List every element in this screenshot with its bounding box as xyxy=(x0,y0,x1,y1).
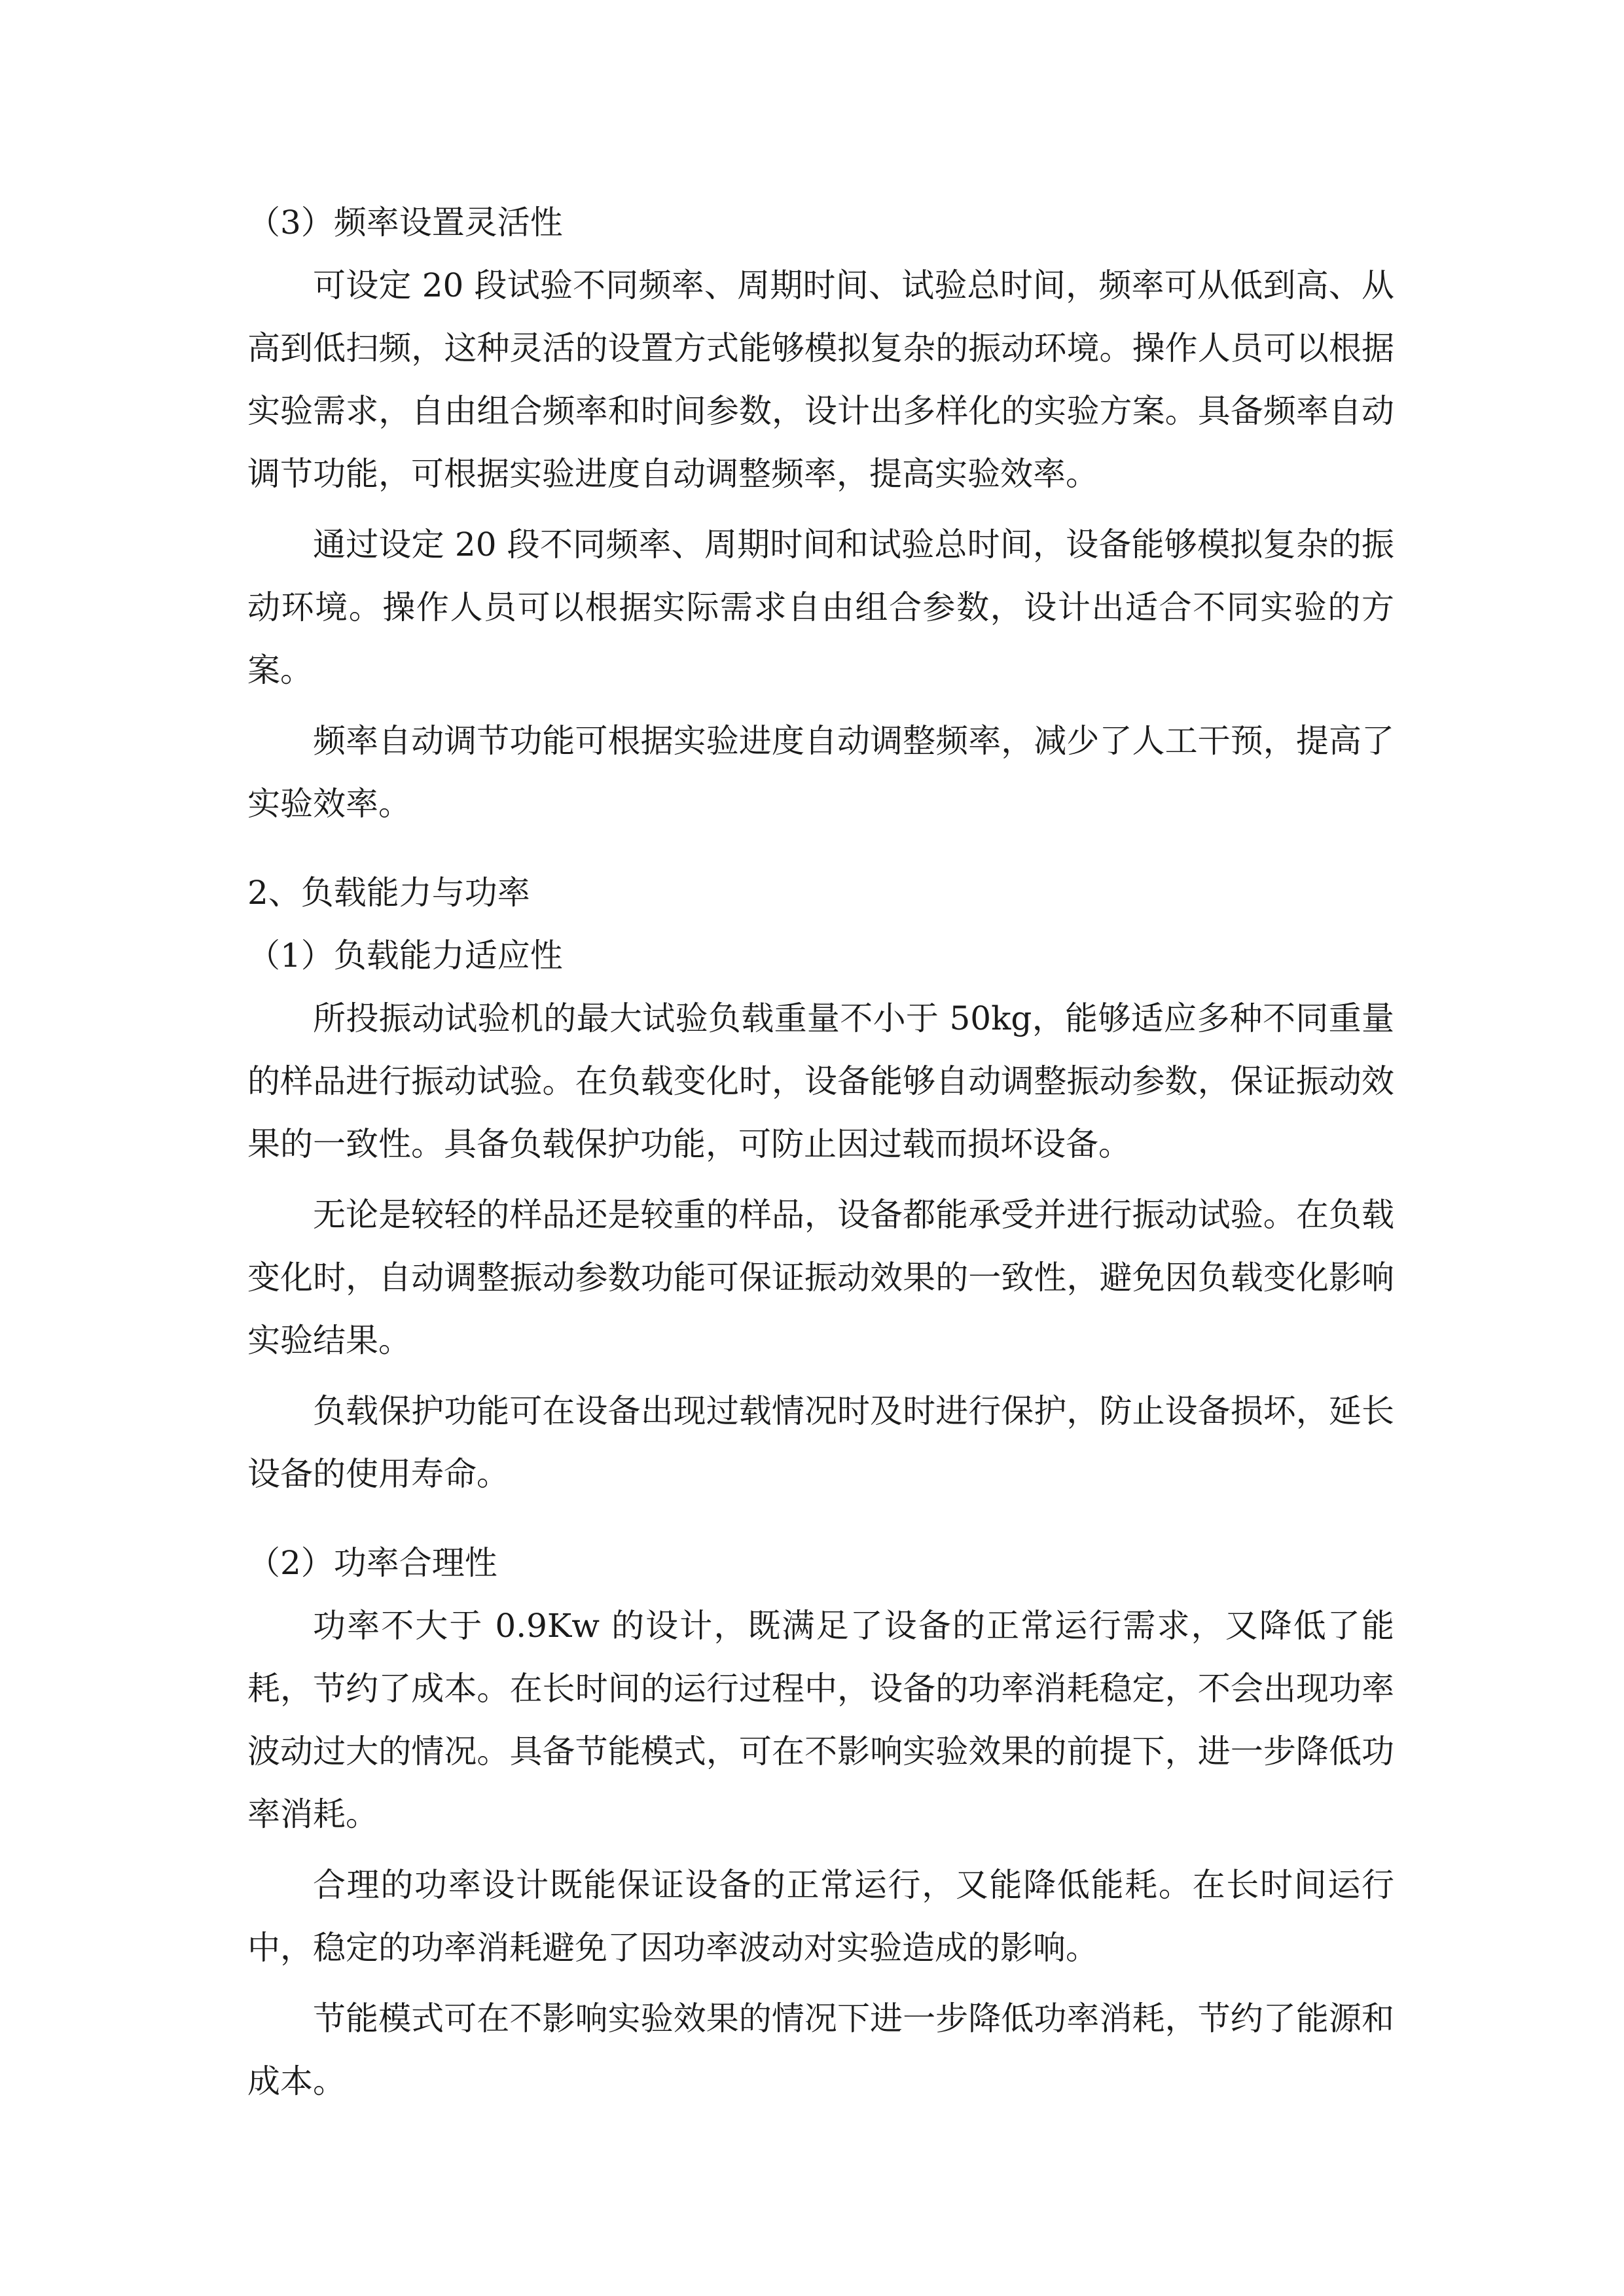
heading-load-and-power: 2、负载能力与功率 xyxy=(247,874,530,912)
paragraph-power-3: 节能模式可在不影响实验效果的情况下进一步降低功率消耗，节约了能源和成本。 xyxy=(247,2000,1394,2100)
paragraph-power-1: 功率不大于 0.9Kw 的设计，既满足了设备的正常运行需求，又降低了能耗，节约了成本。在长时间的运行过程中，设备的功率消耗稳定，不会出现功率波动过大的情况。具备节能模式，可在不影响实验效果的前提下，进一步降低功率消耗。 xyxy=(247,1607,1394,1833)
paragraph-frequency-1: 可设定 20 段试验不同频率、周期时间、试验总时间，频率可从低到高、从高到低扫频，这种灵活的设置方式能够模拟复杂的振动环境。操作人员可以根据实验需求，自由组合频率和时间参数，设计出多样化的实验方案。具备频率自动调节功能，可根据实验进度自动调整频率，提高实验效率。 xyxy=(247,266,1394,493)
document-body xyxy=(247,191,1394,2113)
paragraph-load-1: 所投振动试验机的最大试验负载重量不小于 50kg，能够适应多种不同重量的样品进行振动试验。在负载变化时，设备能够自动调整振动参数，保证振动效果的一致性。具备负载保护功能，可防止因过载而损坏设备。 xyxy=(247,999,1394,1163)
paragraph-frequency-3: 频率自动调节功能可根据实验进度自动调整频率，减少了人工干预，提高了实验效率。 xyxy=(247,722,1394,823)
paragraph-load-3: 负载保护功能可在设备出现过载情况时及时进行保护，防止设备损坏，延长设备的使用寿命。 xyxy=(247,1392,1394,1493)
heading-power-rationality: （2）功率合理性 xyxy=(247,1544,497,1582)
paragraph-frequency-2: 通过设定 20 段不同频率、周期时间和试验总时间，设备能够模拟复杂的振动环境。操作人员可以根据实际需求自由组合参数，设计出适合不同实验的方案。 xyxy=(247,526,1394,689)
paragraph-load-2: 无论是较轻的样品还是较重的样品，设备都能承受并进行振动试验。在负载变化时，自动调整振动参数功能可保证振动效果的一致性，避免因负载变化影响实验结果。 xyxy=(247,1196,1394,1359)
paragraph-power-2: 合理的功率设计既能保证设备的正常运行，又能降低能耗。在长时间运行中，稳定的功率消耗避免了因功率波动对实验造成的影响。 xyxy=(247,1866,1394,1967)
heading-frequency-flexibility: （3）频率设置灵活性 xyxy=(247,204,563,242)
heading-load-adaptability: （1）负载能力适应性 xyxy=(247,937,563,975)
